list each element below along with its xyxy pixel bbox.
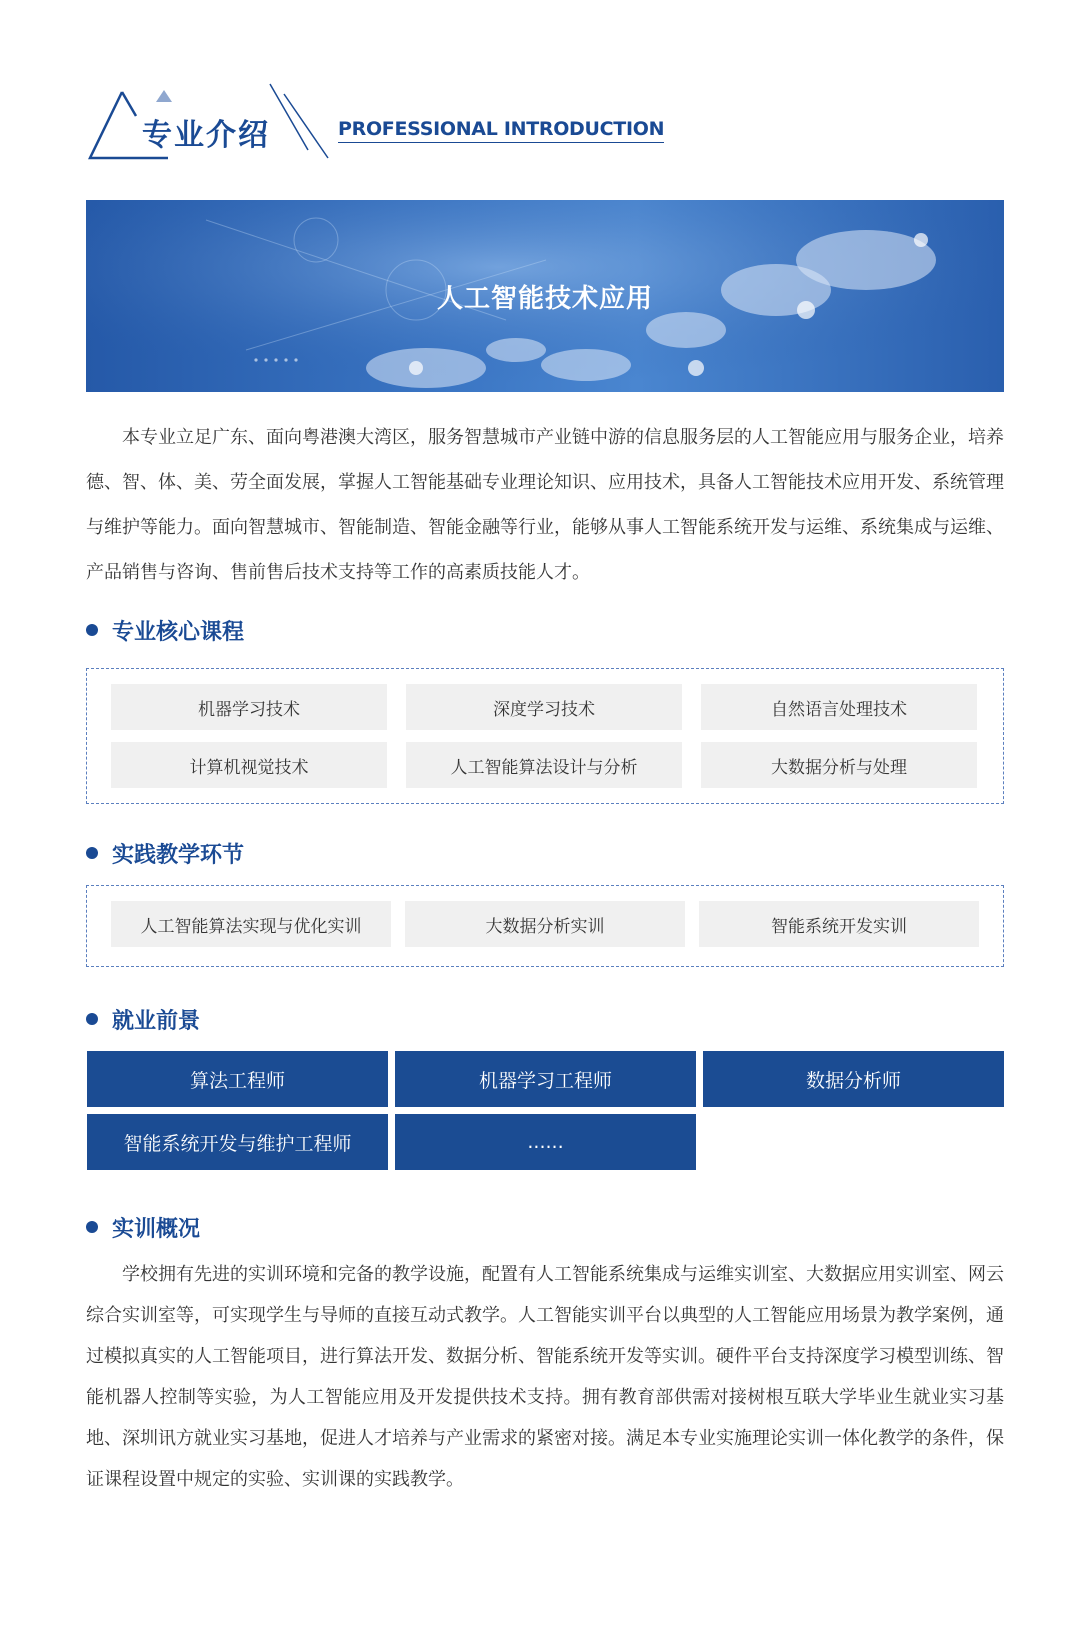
practice-chip: 人工智能算法实现与优化实训 [111, 901, 391, 947]
employment-heading [86, 1003, 200, 1035]
practice-heading [86, 837, 244, 869]
course-chip: 机器学习技术 [111, 684, 387, 730]
section-header [86, 80, 686, 170]
course-chip: 人工智能算法设计与分析 [406, 742, 682, 788]
practice-chip: 智能系统开发实训 [699, 901, 979, 947]
job-tile: 数据分析师 [703, 1051, 1004, 1107]
job-tile: 机器学习工程师 [395, 1051, 696, 1107]
header-subtitle-en: PROFESSIONAL INTRODUCTION [338, 118, 664, 143]
bullet-dot-icon [86, 624, 98, 636]
job-tile: 算法工程师 [87, 1051, 388, 1107]
bullet-dot-icon [86, 847, 98, 859]
intro-paragraph: 本专业立足广东、面向粤港澳大湾区，服务智慧城市产业链中游的信息服务层的人工智能应用与服务企业，培养德、智、体、美、劳全面发展，掌握人工智能基础专业理论知识、应用技术，具备人工智能技术应用开发、系统管理与维护等能力。面向智慧城市、智能制造、智能金融等行业，能够从事人工智能系统开发与运维、系统集成与运维、产品销售与咨询、售前售后技术支持等工作的高素质技能人才。 [86, 427, 1004, 583]
practice-title: 实践教学环节 [112, 842, 245, 868]
practice-chip: 大数据分析实训 [405, 901, 685, 947]
job-tile: 智能系统开发与维护工程师 [87, 1114, 388, 1170]
training-title: 实训概况 [112, 1216, 201, 1242]
training-heading [86, 1211, 200, 1243]
core-courses-heading [86, 614, 244, 646]
banner-title: 人工智能技术应用 [436, 283, 653, 314]
core-courses-box [86, 668, 1004, 804]
practice-box [86, 885, 1004, 967]
course-chip: 计算机视觉技术 [111, 742, 387, 788]
core-courses-title: 专业核心课程 [112, 619, 245, 645]
banner [86, 200, 1004, 392]
bullet-dot-icon [86, 1013, 98, 1025]
employment-title: 就业前景 [112, 1008, 201, 1034]
course-chip: 大数据分析与处理 [701, 742, 977, 788]
header-title: 专业介绍 [142, 118, 270, 153]
course-chip: 自然语言处理技术 [701, 684, 977, 730]
training-paragraph: 学校拥有先进的实训环境和完备的教学设施，配置有人工智能系统集成与运维实训室、大数据应用实训室、网云综合实训室等，可实现学生与导师的直接互动式教学。人工智能实训平台以典型的人工智能应用场景为教学案例，通过模拟真实的人工智能项目，进行算法开发、数据分析、智能系统开发等实训。硬件平台支持深度学习模型训练、智能机器人控制等实验，为人工智能应用及开发提供技术支持。拥有教育部供需对接树根互联大学毕业生就业实习基地、深圳讯方就业实习基地，促进人才培养与产业需求的紧密对接。满足本专业实施理论实训一体化教学的条件，保证课程设置中规定的实验、实训课的实践教学。 [86, 1264, 1004, 1490]
course-chip: 深度学习技术 [406, 684, 682, 730]
job-tile-ellipsis: ...... [395, 1114, 696, 1170]
bullet-dot-icon [86, 1221, 98, 1233]
